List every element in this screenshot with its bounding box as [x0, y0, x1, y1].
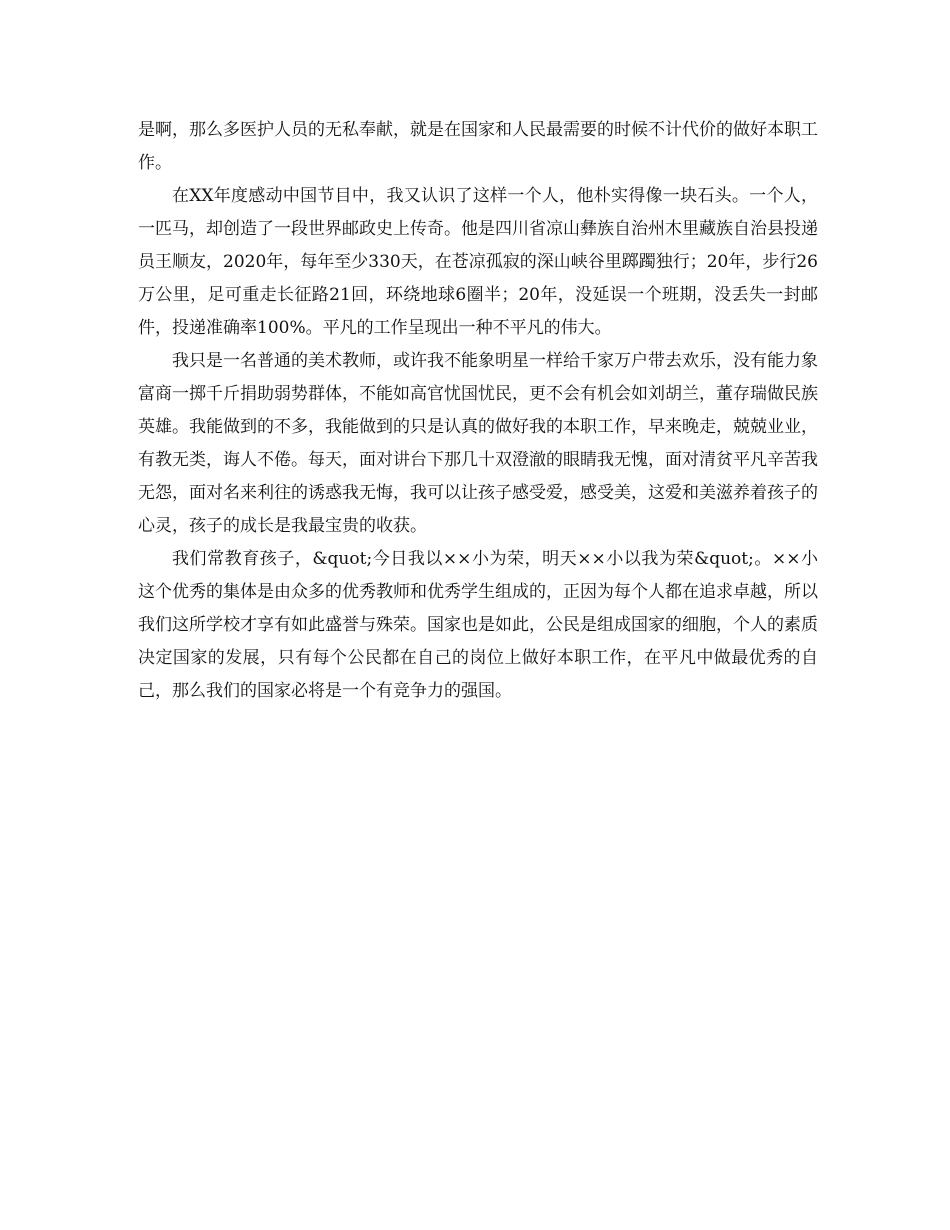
paragraph-2: 在XX年度感动中国节目中，我又认识了这样一个人，他朴实得像一块石头。一个人，一匹马，却创造了一段世界邮政史上传奇。他是四川省凉山彝族自治州木里藏族自治县投递员王顺友，2020年，每年至少330天，在苍凉孤寂的深山峡谷里踯躅独行；20年，步行26万公里，足可重走长征路21回，环绕地球6圈半；20年，没延误一个班期，没丢失一封邮件，投递准确率100%。平凡的工作呈现出一种不平凡的伟大。 [138, 186, 818, 338]
document-body [138, 114, 818, 708]
paragraph-3: 我只是一名普通的美术教师，或许我不能象明星一样给千家万户带去欢乐，没有能力象富商一掷千斤捐助弱势群体，不能如高官忧国忧民，更不会有机会如刘胡兰，董存瑞做民族英雄。我能做到的不多，我能做到的只是认真的做好我的本职工作，早来晚走，兢兢业业，有教无类，诲人不倦。每天，面对讲台下那几十双澄澈的眼睛我无愧，面对清贫平凡辛苦我无怨，面对名来利往的诱惑我无悔，我可以让孩子感受爱，感受美，这爱和美滋养着孩子的心灵，孩子的成长是我最宝贵的收获。 [138, 351, 818, 536]
paragraph-4: 我们常教育孩子，&quot;今日我以××小为荣，明天××小以我为荣&quot;。××小这个优秀的集体是由众多的优秀教师和优秀学生组成的，正因为每个人都在追求卓越，所以我们这所学校才享有如此盛誉与殊荣。国家也是如此，公民是组成国家的细胞，个人的素质决定国家的发展，只有每个公民都在自己的岗位上做好本职工作，在平凡中做最优秀的自己，那么我们的国家必将是一个有竞争力的强国。 [138, 549, 818, 701]
paragraph-1: 是啊，那么多医护人员的无私奉献，就是在国家和人民最需要的时候不计代价的做好本职工作。 [138, 120, 818, 173]
